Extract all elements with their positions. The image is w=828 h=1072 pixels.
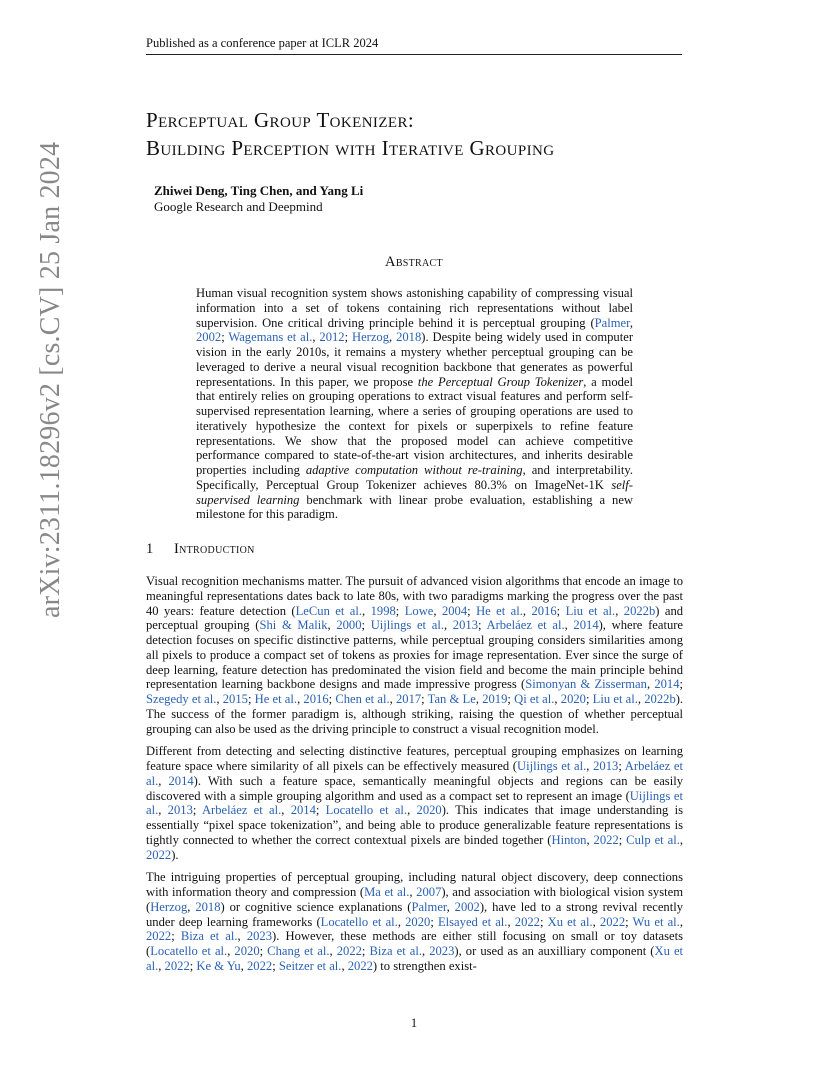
citation-link[interactable]: Lowe [404,603,434,618]
citation-link[interactable]: Locatello et al. [320,914,398,929]
citation-link[interactable]: 2020 [560,692,586,706]
citation-link[interactable]: Biza et al. [180,929,238,944]
citation-link[interactable]: 2022 [146,929,172,944]
author-affiliation: Google Research and Deepmind [154,199,323,214]
citation-link[interactable]: 2022 [247,958,273,973]
citation-link[interactable]: Locatello et al. [150,944,228,958]
paper-title [146,106,706,162]
author-block [154,183,363,215]
citation-link[interactable]: Palmer [411,899,447,914]
citation-link[interactable]: Chang et al. [267,944,330,958]
citation-link[interactable]: 2014 [168,773,194,788]
citation-link[interactable]: 2022 [599,914,626,929]
title-line-1: Perceptual Group Tokenizer: [146,108,415,132]
citation-link[interactable]: Xu et al. [146,944,684,973]
citation-link[interactable]: 2022 [164,958,190,973]
page-number: 1 [410,1016,418,1030]
emphasis-text: the Perceptual Group Tokenizer [417,374,584,389]
citation-link[interactable]: 2012 [319,330,345,345]
citation-link[interactable]: He et al. [254,692,298,706]
citation-link[interactable]: Locatello et al. [325,803,408,818]
citation-link[interactable]: LeCun et al. [295,603,363,618]
title-line-2: Building Perception with Iterative Grouping [146,136,555,160]
citation-link[interactable]: 2000 [336,618,362,633]
citation-link[interactable]: 2013 [167,803,193,818]
citation-link[interactable]: 2022b [644,692,676,706]
citation-link[interactable]: Liu et al. [592,692,638,706]
citation-link[interactable]: Herzog [351,330,390,345]
citation-link[interactable]: 2018 [396,330,422,345]
citation-link[interactable]: Herzog [150,899,188,914]
citation-link[interactable]: 2014 [654,677,680,692]
citation-link[interactable]: 2022 [347,958,373,973]
citation-link[interactable]: Wu et al. [632,914,680,929]
citation-link[interactable]: 2020 [416,803,442,818]
citation-link[interactable]: Culp et al. [626,832,680,847]
emphasis-text: self-supervised learning [196,477,633,507]
citation-link[interactable]: Chen et al. [335,692,390,706]
citation-link[interactable]: Arbeláez et al. [486,618,565,633]
citation-link[interactable]: 2022 [146,847,172,862]
citation-link[interactable]: 2014 [290,803,316,818]
citation-link[interactable]: Uijlings et al. [517,759,587,773]
introduction-body [146,574,683,982]
citation-link[interactable]: 2023 [429,944,455,958]
citation-link[interactable]: 1998 [370,603,396,618]
citation-link[interactable]: 2016 [303,692,329,706]
citation-link[interactable]: Tan & Le [427,692,476,706]
abstract-text [196,286,633,522]
intro-paragraph-3: The intriguing properties of perceptual grouping, including natural object discovery, deep connections with information theory and compression (Ma et al., 2007), and association with biological vision system (Herzog, 2018) or cognitive science explanations (Palmer, 2002), have led to a strong revival recently under deep learning frameworks (Locatello et al., 2020; Elsayed et al., 2022; Xu et al., 2022; Wu et al., 2022; Biza et al., 2023). However, these methods are either still focusing on small or toy datasets (Locatello et al., 2020; Chang et al., 2022; Biza et al., 2023), or used as an auxilliary component (Xu et al., 2022; Ke & Yu, 2022; Seitzer et al., 2022) to strengthen exist- [146,870,684,973]
citation-link[interactable]: Wagemans et al. [228,330,313,345]
citation-link[interactable]: 2023 [246,929,272,944]
citation-link[interactable]: 2018 [195,899,221,914]
citation-link[interactable]: 2022 [514,914,540,929]
citation-link[interactable]: 2020 [405,914,431,929]
citation-link[interactable]: Xu et al. [547,914,593,929]
citation-link[interactable]: 2013 [593,759,619,773]
intro-paragraph-1: Visual recognition mechanisms matter. The pursuit of advanced vision algorithms that encode an image to meaningful representations dates back to late 80s, with two paradigms marking the progress over the past 40 years: feature detection (LeCun et al., 1998; Lowe, 2004; He et al., 2016; Liu et al., 2022b) and perceptual grouping (Shi & Malik, 2000; Uijlings et al., 2013; Arbeláez et al., 2014), where feature detection focuses on specific distinctive patterns, while perceptual grouping considers similarities among all pixels to produce a compact set of tokens as proxies for image representation. Ever since the surge of deep learning, feature detection has predominated the vision field and become the main principle behind representation learning backbone designs and made impressive progress (Simonyan & Zisserman, 2014; Szegedy et al., 2015; He et al., 2016; Chen et al., 2017; Tan & Le, 2019; Qi et al., 2020; Liu et al., 2022b). The success of the former paradigm is, although striking, raising the question of whether perceptual grouping can also be used as the driving principle to construct a visual recognition model. [146,574,684,736]
citation-link[interactable]: 2014 [573,618,599,633]
citation-link[interactable]: Uijlings et al. [146,788,683,818]
citation-link[interactable]: 2013 [452,618,478,633]
citation-link[interactable]: Elsayed et al. [437,914,508,929]
citation-link[interactable]: 2002 [454,899,480,914]
intro-paragraph-2: Different from detecting and selecting distinctive features, perceptual grouping emphasizes on learning feature space where similarity of all pixels can be effectively measured (Uijlings et al., 2013; Arbeláez et al., 2014). With such a feature space, semantically meaningful objects and regions can be easily discovered with a simple grouping algorithm and used as a compact set to represent an image (Uijlings et al., 2013; Arbeláez et al., 2014; Locatello et al., 2020). This indicates that image understanding is essentially “pixel space tokenization”, and being able to produce generalizable feature representations is tightly connected to whether the correct contextual pixels are binded together (Hinton, 2022; Culp et al., 2022). [146,744,684,862]
author-names: Zhiwei Deng, Ting Chen, and Yang Li [154,183,364,198]
arxiv-identifier: arXiv:2311.18296v2 [cs.CV] 25 Jan 2024 [35,141,66,618]
citation-link[interactable]: He et al. [476,603,523,618]
abstract-heading: Abstract [385,254,443,270]
citation-link[interactable]: Ke & Yu [196,958,241,973]
citation-link[interactable]: 2020 [234,944,260,958]
citation-link[interactable]: 2016 [531,603,557,618]
section-heading [146,541,255,558]
emphasis-text: adaptive computation without re-training [305,463,523,477]
citation-link[interactable]: Uijlings et al. [370,618,444,633]
citation-link[interactable]: 2002 [196,330,222,345]
citation-link[interactable]: 2017 [395,692,422,706]
citation-link[interactable]: 2022b [623,603,656,618]
running-header: Published as a conference paper at ICLR 2024 [146,36,682,55]
abstract-paragraph: Human visual recognition system shows astonishing capability of compressing visual information into a set of tokens containing rich representations without label supervision. One critical driving principle behind it is perceptual grouping (Palmer, 2002; Wagemans et al., 2012; Herzog, 2018). Despite being widely used in computer vision in the early 2010s, it remains a mystery whether perceptual grouping can be leveraged to derive a neural visual recognition backbone that generates as powerful representations. In this paper, we propose the Perceptual Group Tokenizer, a model that entirely relies on grouping operations to extract visual features and perform self-supervised representation learning, where a series of grouping operations are used to iteratively hypothesize the context for pixels or superpixels to refine feature representations. We show that the proposed model can achieve competitive performance compared to state-of-the-art vision architectures, and inherits desirable properties including adaptive computation without re-training, and interpretability. Specifically, Perceptual Group Tokenizer achieves 80.3% on ImageNet-1K self-supervised learning benchmark with linear probe evaluation, establishing a new milestone for this paradigm. [196,286,634,522]
citation-link[interactable]: Szegedy et al. [146,692,217,706]
citation-link[interactable]: Arbeláez et al. [146,759,684,788]
section-number: 1 [146,541,154,557]
citation-link[interactable]: 2022 [593,832,619,847]
citation-link[interactable]: Qi et al. [514,692,555,706]
citation-link[interactable]: Ma et al. [364,885,410,899]
citation-link[interactable]: Biza et al. [369,944,422,958]
section-title: Introduction [174,541,255,557]
citation-link[interactable]: Simonyan & Zisserman [525,677,647,692]
citation-link[interactable]: Liu et al. [565,603,616,618]
citation-link[interactable]: 2015 [222,692,248,706]
citation-link[interactable]: 2022 [336,944,362,958]
citation-link[interactable]: Palmer [594,315,630,330]
citation-link[interactable]: Seitzer et al. [278,958,342,973]
citation-link[interactable]: 2004 [441,603,468,618]
citation-link[interactable]: Arbeláez et al. [201,803,282,818]
citation-link[interactable]: Hinton [551,832,587,847]
citation-link[interactable]: Shi & Malik [259,618,328,633]
citation-link[interactable]: 2007 [416,885,442,899]
citation-link[interactable]: 2019 [482,692,508,706]
